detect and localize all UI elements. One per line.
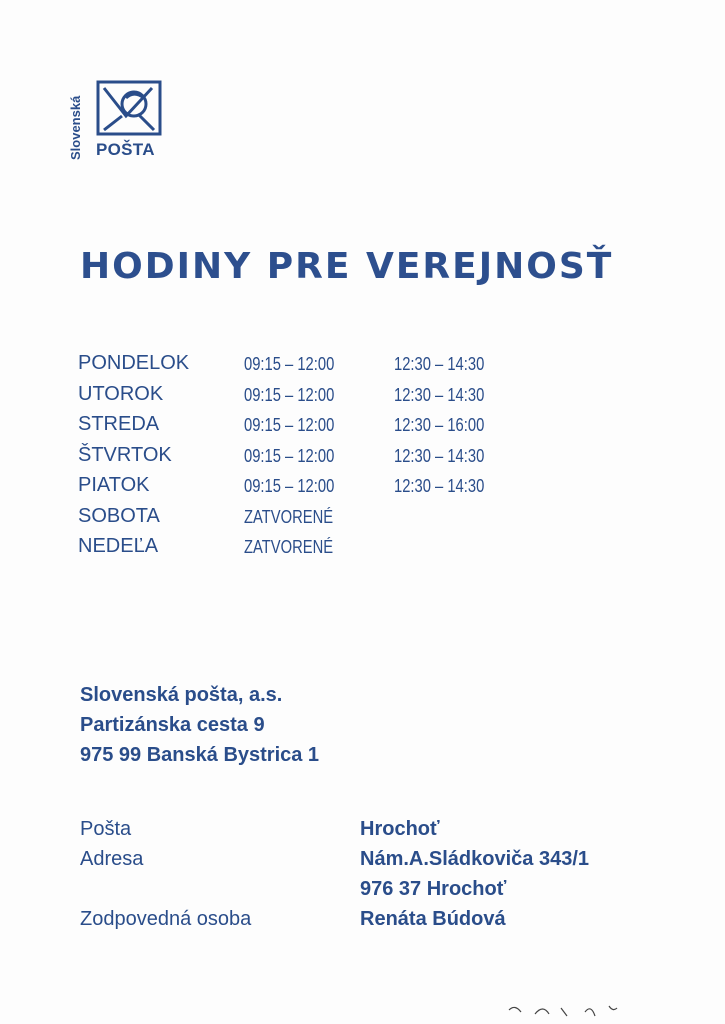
morning-slot: 09:15 – 12:00	[244, 384, 335, 405]
posta-label: Pošta	[80, 818, 132, 840]
afternoon-slot: 12:30 – 14:30	[394, 384, 485, 405]
day-label: ŠTVRTOK	[78, 443, 172, 466]
afternoon-slot: 12:30 – 14:30	[394, 445, 485, 466]
morning-slot: 09:15 – 12:00	[244, 476, 335, 496]
afternoon-slot: 12:30 – 14:30	[394, 354, 485, 374]
afternoon-slot: 12:30 – 16:00	[394, 415, 485, 435]
morning-slot: 09:15 – 12:00	[244, 415, 335, 435]
adresa-value-city: 976 37 Hrochoť	[360, 878, 507, 900]
day-label: NEDEĽA	[78, 535, 159, 557]
morning-slot: 09:15 – 12:00	[244, 354, 335, 374]
logo-word: POŠTA	[96, 140, 155, 159]
company-street: Partizánska cesta 9	[80, 714, 265, 736]
info-row-adresa	[80, 848, 680, 878]
info-row-posta	[80, 818, 680, 848]
post-horn-icon	[96, 80, 162, 136]
osoba-label: Zodpovedná osoba	[80, 908, 252, 930]
info-row-osoba	[80, 908, 680, 938]
osoba-value: Renáta Búdová	[360, 908, 506, 930]
adresa-value-street: Nám.A.Sládkoviča 343/1	[360, 848, 590, 870]
company-address	[80, 680, 319, 770]
closed-label: ZATVORENÉ	[244, 537, 334, 557]
info-row-adresa-city	[80, 878, 680, 908]
day-label: PONDELOK	[78, 352, 190, 374]
branch-info	[80, 818, 680, 938]
page-title: HODINY PRE VEREJNOSŤ	[80, 246, 614, 287]
day-label: SOBOTA	[78, 504, 160, 527]
closed-label: ZATVORENÉ	[244, 506, 334, 527]
day-label: UTOROK	[78, 382, 164, 405]
company-name: Slovenská pošta, a.s.	[80, 684, 283, 706]
company-city: 975 99 Banská Bystrica 1	[80, 744, 320, 766]
day-label: PIATOK	[78, 474, 150, 496]
logo-vertical-text: Slovenská	[68, 95, 83, 160]
morning-slot: 09:15 – 12:00	[244, 445, 335, 466]
adresa-label: Adresa	[80, 848, 144, 870]
afternoon-slot: 12:30 – 14:30	[394, 476, 485, 496]
signature-scribble	[505, 992, 635, 1022]
posta-value: Hrochoť	[360, 818, 440, 840]
day-label: STREDA	[78, 413, 160, 435]
